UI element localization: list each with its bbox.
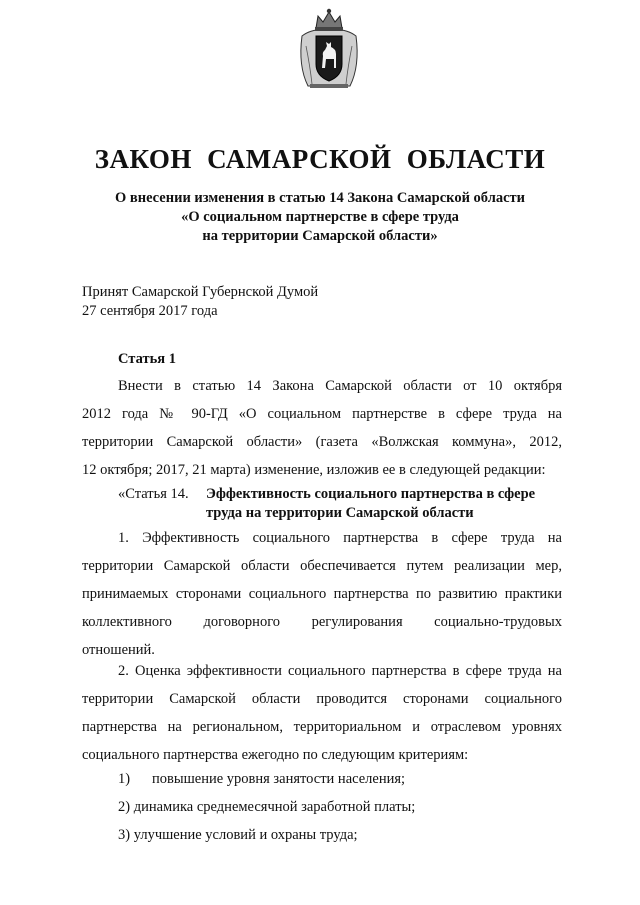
- law-subtitle: [0, 189, 640, 246]
- article-14-point-1: [82, 524, 562, 664]
- list-item-text: улучшение условий и охраны труда;: [133, 827, 358, 843]
- list-item: [118, 821, 415, 849]
- paragraph-line: Внести в статью 14 Закона Самарской области от 10 октября: [118, 378, 562, 394]
- adoption-body: Принят Самарской Губернской Думой: [82, 284, 319, 300]
- subtitle-line: «О социальном партнерстве в сфере труда: [181, 209, 459, 225]
- subtitle-line: на территории Самарской области»: [202, 228, 438, 244]
- adoption-info: [82, 283, 318, 321]
- list-item: [118, 765, 415, 793]
- paragraph-line: территории Самарской области проводится сторонами социального: [82, 691, 562, 707]
- list-item-number: 2): [118, 799, 131, 815]
- paragraph-line: территории Самарской области обеспечивается путем реализации мер,: [82, 558, 562, 574]
- law-title: ЗАКОН САМАРСКОЙ ОБЛАСТИ: [94, 144, 546, 175]
- article-14-point-2: [82, 657, 562, 769]
- paragraph-line: отношений.: [82, 642, 155, 658]
- paragraph-line: коллективного договорного регулирования социально-трудовых: [82, 614, 562, 630]
- paragraph-line: 2. Оценка эффективности социального партнерства в сфере труда на: [118, 663, 562, 679]
- list-item-number: 3): [118, 827, 131, 843]
- paragraph-line: социального партнерства ежегодно по следующим критериям:: [82, 747, 469, 763]
- list-item-number: 1): [118, 771, 131, 787]
- list-item: [118, 793, 415, 821]
- subtitle-line: О внесении изменения в статью 14 Закона Самарской области: [114, 190, 525, 206]
- adoption-date: 27 сентября 2017 года: [82, 303, 218, 319]
- list-item-text: повышение уровня занятости населения;: [152, 771, 406, 787]
- criteria-list: [118, 765, 415, 849]
- article-14-title: труда на территории Самарской области: [206, 505, 474, 521]
- paragraph-line: территории Самарской области» (газета «Волжская коммуна», 2012,: [82, 434, 562, 450]
- paragraph-line: 2012 года № 90-ГД «О социальном партнерстве в сфере труда на: [82, 406, 562, 422]
- paragraph-line: принимаемых сторонами социального партнерства по развитию практики: [82, 586, 562, 602]
- article-14-title: Эффективность социального партнерства в сфере: [206, 486, 536, 502]
- paragraph-line: 12 октября; 2017, 21 марта) изменение, изложив ее в следующей редакции:: [82, 462, 546, 478]
- coat-of-arms-emblem: [296, 6, 362, 94]
- paragraph-line: партнерства на региональном, территориальном и отраслевом уровнях: [82, 719, 562, 735]
- article-14-heading: [118, 485, 568, 523]
- article-1-paragraph: [82, 372, 562, 484]
- paragraph-line: 1. Эффективность социального партнерства в сфере труда на: [118, 530, 562, 546]
- article-14-label: «Статья 14.: [118, 486, 189, 502]
- article-1-heading: Статья 1: [118, 351, 176, 367]
- list-item-text: динамика среднемесячной заработной платы;: [133, 799, 416, 815]
